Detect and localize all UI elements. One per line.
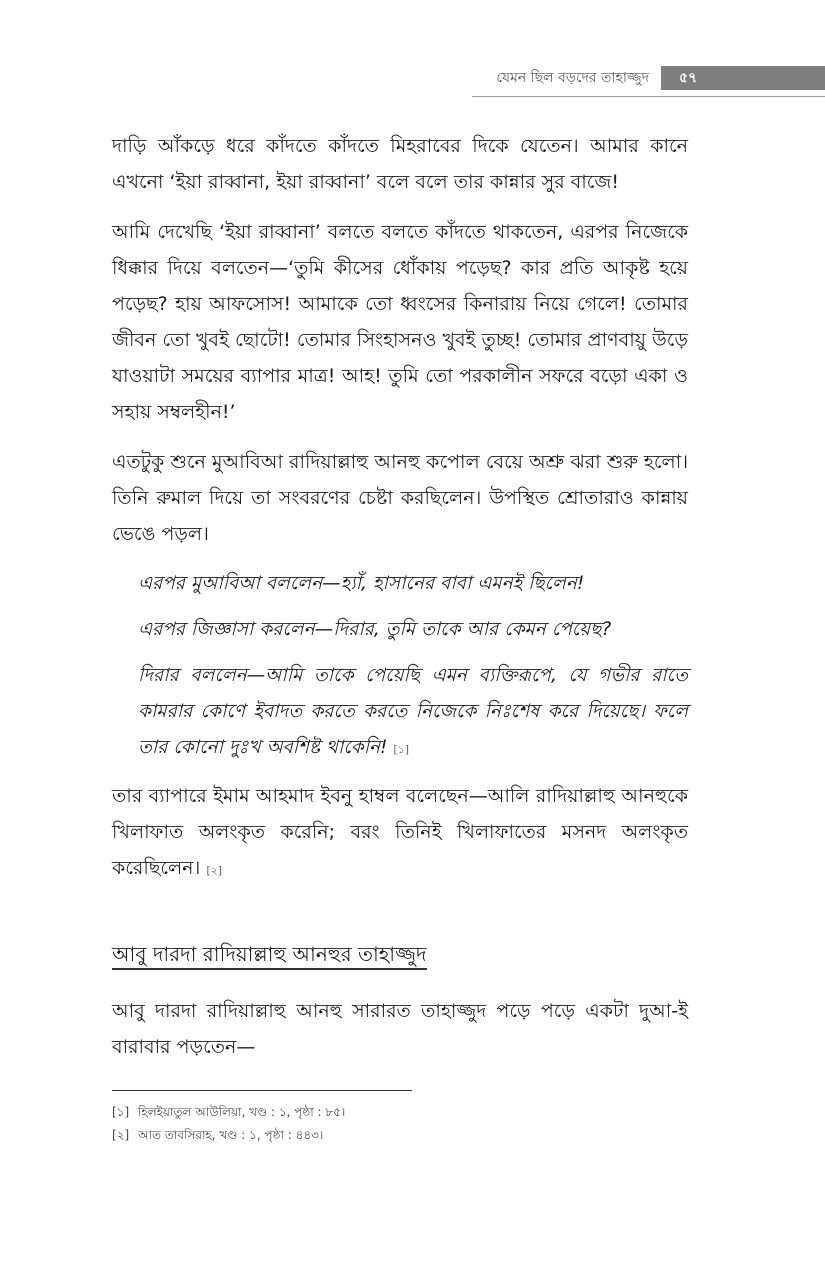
header-rule	[472, 96, 825, 97]
running-header	[496, 66, 825, 90]
footnote-text: হিলইয়াতুল আউলিয়া, খণ্ড : ১, পৃষ্ঠা : ৮৫।	[138, 1105, 346, 1119]
paragraph	[112, 778, 688, 889]
footnote-rule	[112, 1090, 412, 1091]
section-heading	[112, 937, 427, 971]
footnote-number: [১]	[112, 1105, 130, 1119]
section-heading-text: আবু দারদা রাদিয়াল্লাহু আনহুর তাহাজ্জুদ	[112, 942, 427, 970]
quote-line: এরপর মুআবিআ বললেন—হ্যাঁ, হাসানের বাবা এমনই ছিলেন!	[138, 573, 585, 594]
paragraph: এতটুকু শুনে মুআবিআ রাদিয়াল্লাহু আনহু কপোল বেয়ে অশ্রু ঝরা শুরু হলো। তিনি রুমাল দিয়ে তা সংবরণের চেষ্টা করছিলেন। উপস্থিত শ্রোতারাও কান্নায় ভেঙে পড়ল।	[112, 451, 688, 545]
footnotes	[112, 1101, 688, 1147]
footnote	[112, 1101, 688, 1124]
page-number: ৫৭	[661, 66, 825, 90]
quote-text: দিরার বললেন—আমি তাকে পেয়েছি এমন ব্যক্তিরূপে, যে গভীর রাতে কামরার কোণে ইবাদত করতে করতে নিজেকে নিঃশেষ করে দিয়েছে। ফলে তার কোনো দুঃখ অবশিষ্ট থাকেনি!	[138, 665, 688, 758]
footnote-ref[interactable]: [২]	[206, 864, 223, 877]
paragraph: আমি দেখেছি ‘ইয়া রাব্বানা’ বলতে বলতে কাঁদতে থাকতেন, এরপর নিজেকে ধিক্কার দিয়ে বলতেন—‘তুমি কীসের ধোঁকায় পড়েছ? কার প্রতি আকৃষ্ট হয়ে পড়েছ? হায় আফসোস! আমাকে তো ধ্বংসের কিনারায় নিয়ে গেলে! তোমার জীবন তো খুবই ছোটো! তোমার সিংহাসনও খুবই তুচ্ছ! তোমার প্রাণবায়ু উড়ে যাওয়াটা সময়ের ব্যাপার মাত্র! আহ! তুমি তো পরকালীন সফরে বড়ো একা ও সহায় সম্বলহীন!’	[112, 221, 688, 423]
paragraph: দাড়ি আঁকড়ে ধরে কাঁদতে কাঁদতে মিহরাবের দিকে যেতেন। আমার কানে এখনো ‘ইয়া রাব্বানা, ইয়া রাব্বানা’ বলে বলে তার কান্নার সুর বাজে!	[112, 135, 688, 193]
footnote	[112, 1124, 688, 1147]
paragraph: আবু দারদা রাদিয়াল্লাহু আনহু সারারত তাহাজ্জুদ পড়ে পড়ে একটা দুআ-ই বারাবার পড়তেন—	[112, 1000, 688, 1058]
footnote-text: আত তাবসিরাহ, খণ্ড : ১, পৃষ্ঠা : ৪৪৩।	[138, 1128, 324, 1142]
paragraph-text: তার ব্যাপারে ইমাম আহমাদ ইবনু হাম্বল বলেছেন—আলি রাদিয়াল্লাহু আনহুকে খিলাফাত অলংকৃত করেনি; বরং তিনিই খিলাফাতের মসনদ অলংকৃত করেছিলেন।	[112, 785, 688, 879]
quote-line	[138, 658, 688, 768]
footnote-ref[interactable]: [১]	[393, 743, 410, 756]
footnote-number: [২]	[112, 1128, 130, 1142]
running-title: যেমন ছিল বড়দের তাহাজ্জুদ	[496, 70, 649, 86]
quote-line: এরপর জিজ্ঞাসা করলেন—দিরার, তুমি তাকে আর কেমন পেয়েছ?	[138, 619, 612, 640]
page-body	[112, 128, 688, 1079]
